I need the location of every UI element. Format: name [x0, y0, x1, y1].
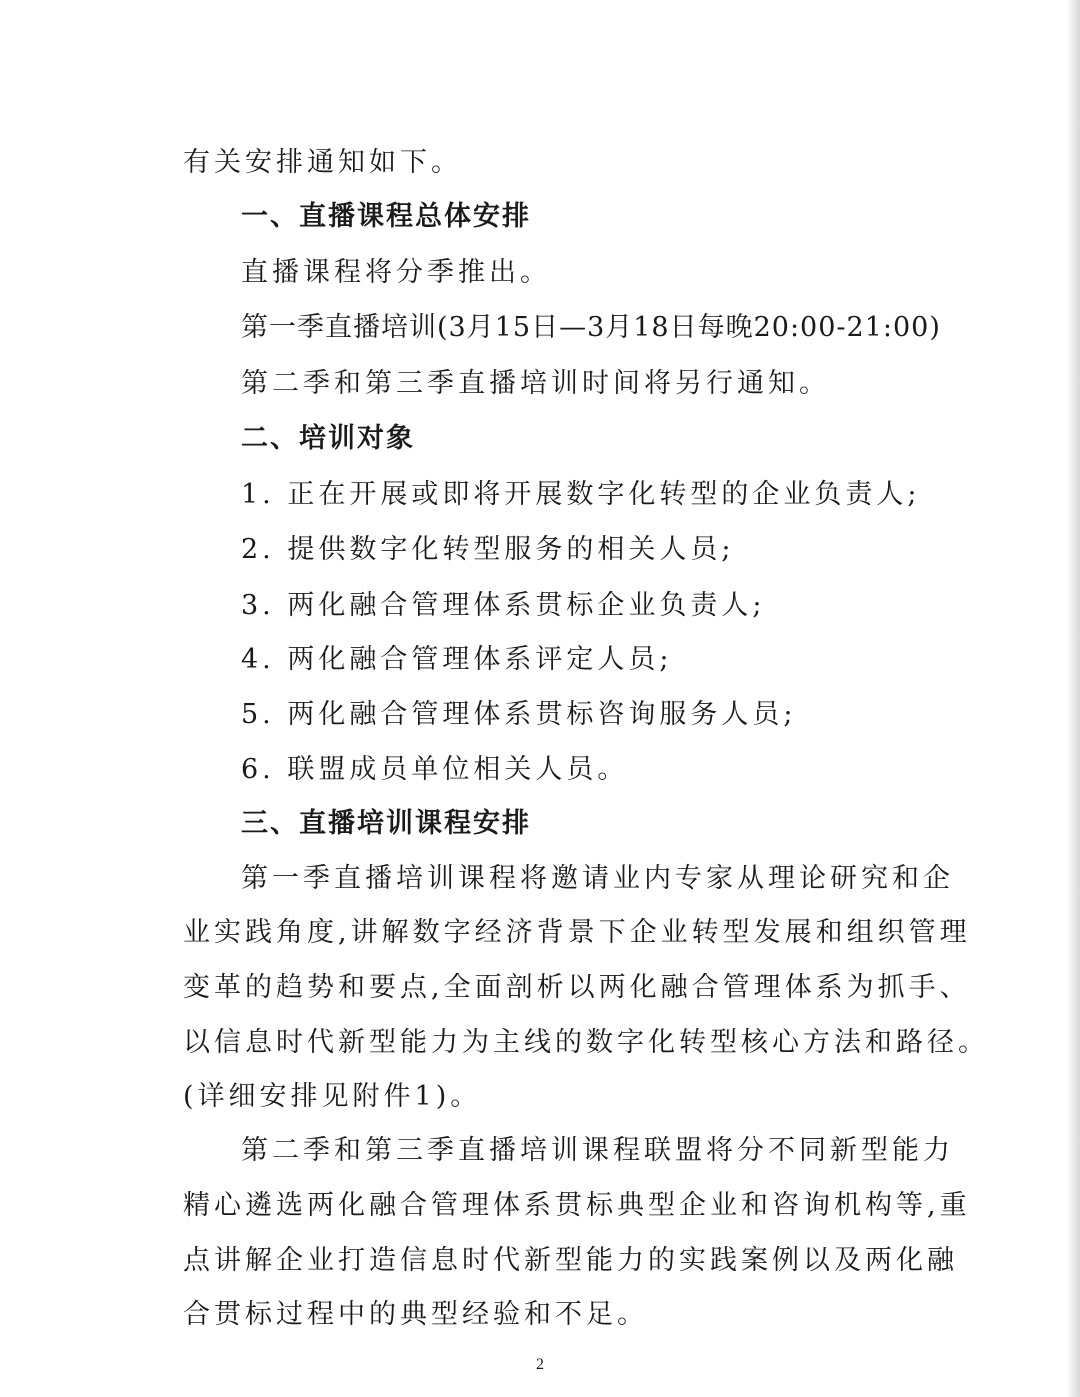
para2-line-4: 合贯标过程中的典型经验和不足。 [183, 1299, 648, 1330]
para2-line-3: 点讲解企业打造信息时代新型能力的实践案例以及两化融 [183, 1245, 958, 1276]
target-item-1: 1. 正在开展或即将开展数字化转型的企业负责人; [241, 479, 921, 510]
para1-line-2: 业实践角度,讲解数字经济背景下企业转型发展和组织管理 [183, 917, 971, 948]
target-item-4: 4. 两化融合管理体系评定人员; [241, 644, 673, 675]
scan-edge-shadow [1066, 0, 1080, 1397]
target-item-6: 6. 联盟成员单位相关人员。 [241, 754, 629, 785]
section-2-heading: 二、培训对象 [241, 423, 415, 454]
para2-line-2: 精心遴选两化融合管理体系贯标典型企业和咨询机构等,重 [183, 1190, 971, 1221]
section-1-line-3: 第二季和第三季直播培训时间将另行通知。 [241, 368, 830, 399]
para1-line-5: (详细安排见附件1)。 [183, 1081, 482, 1112]
para1-line-4: 以信息时代新型能力为主线的数字化转型核心方法和路径。 [183, 1027, 989, 1058]
para1-line-3: 变革的趋势和要点,全面剖析以两化融合管理体系为抓手、 [183, 972, 971, 1003]
section-3-heading: 三、直播培训课程安排 [241, 808, 531, 839]
section-1-heading: 一、直播课程总体安排 [241, 201, 531, 232]
target-item-5: 5. 两化融合管理体系贯标咨询服务人员; [241, 699, 797, 730]
page-number: 2 [536, 1356, 544, 1373]
intro-line: 有关安排通知如下。 [183, 147, 462, 178]
para1-line-1: 第一季直播培训课程将邀请业内专家从理论研究和企 [241, 863, 954, 894]
target-item-2: 2. 提供数字化转型服务的相关人员; [241, 534, 735, 565]
section-1-line-2: 第一季直播培训(3月15日—3月18日每晚20:00-21:00) [241, 312, 941, 343]
section-1-line-1: 直播课程将分季推出。 [241, 257, 551, 288]
para2-line-1: 第二季和第三季直播培训课程联盟将分不同新型能力 [241, 1135, 954, 1166]
target-item-3: 3. 两化融合管理体系贯标企业负责人; [241, 590, 766, 621]
